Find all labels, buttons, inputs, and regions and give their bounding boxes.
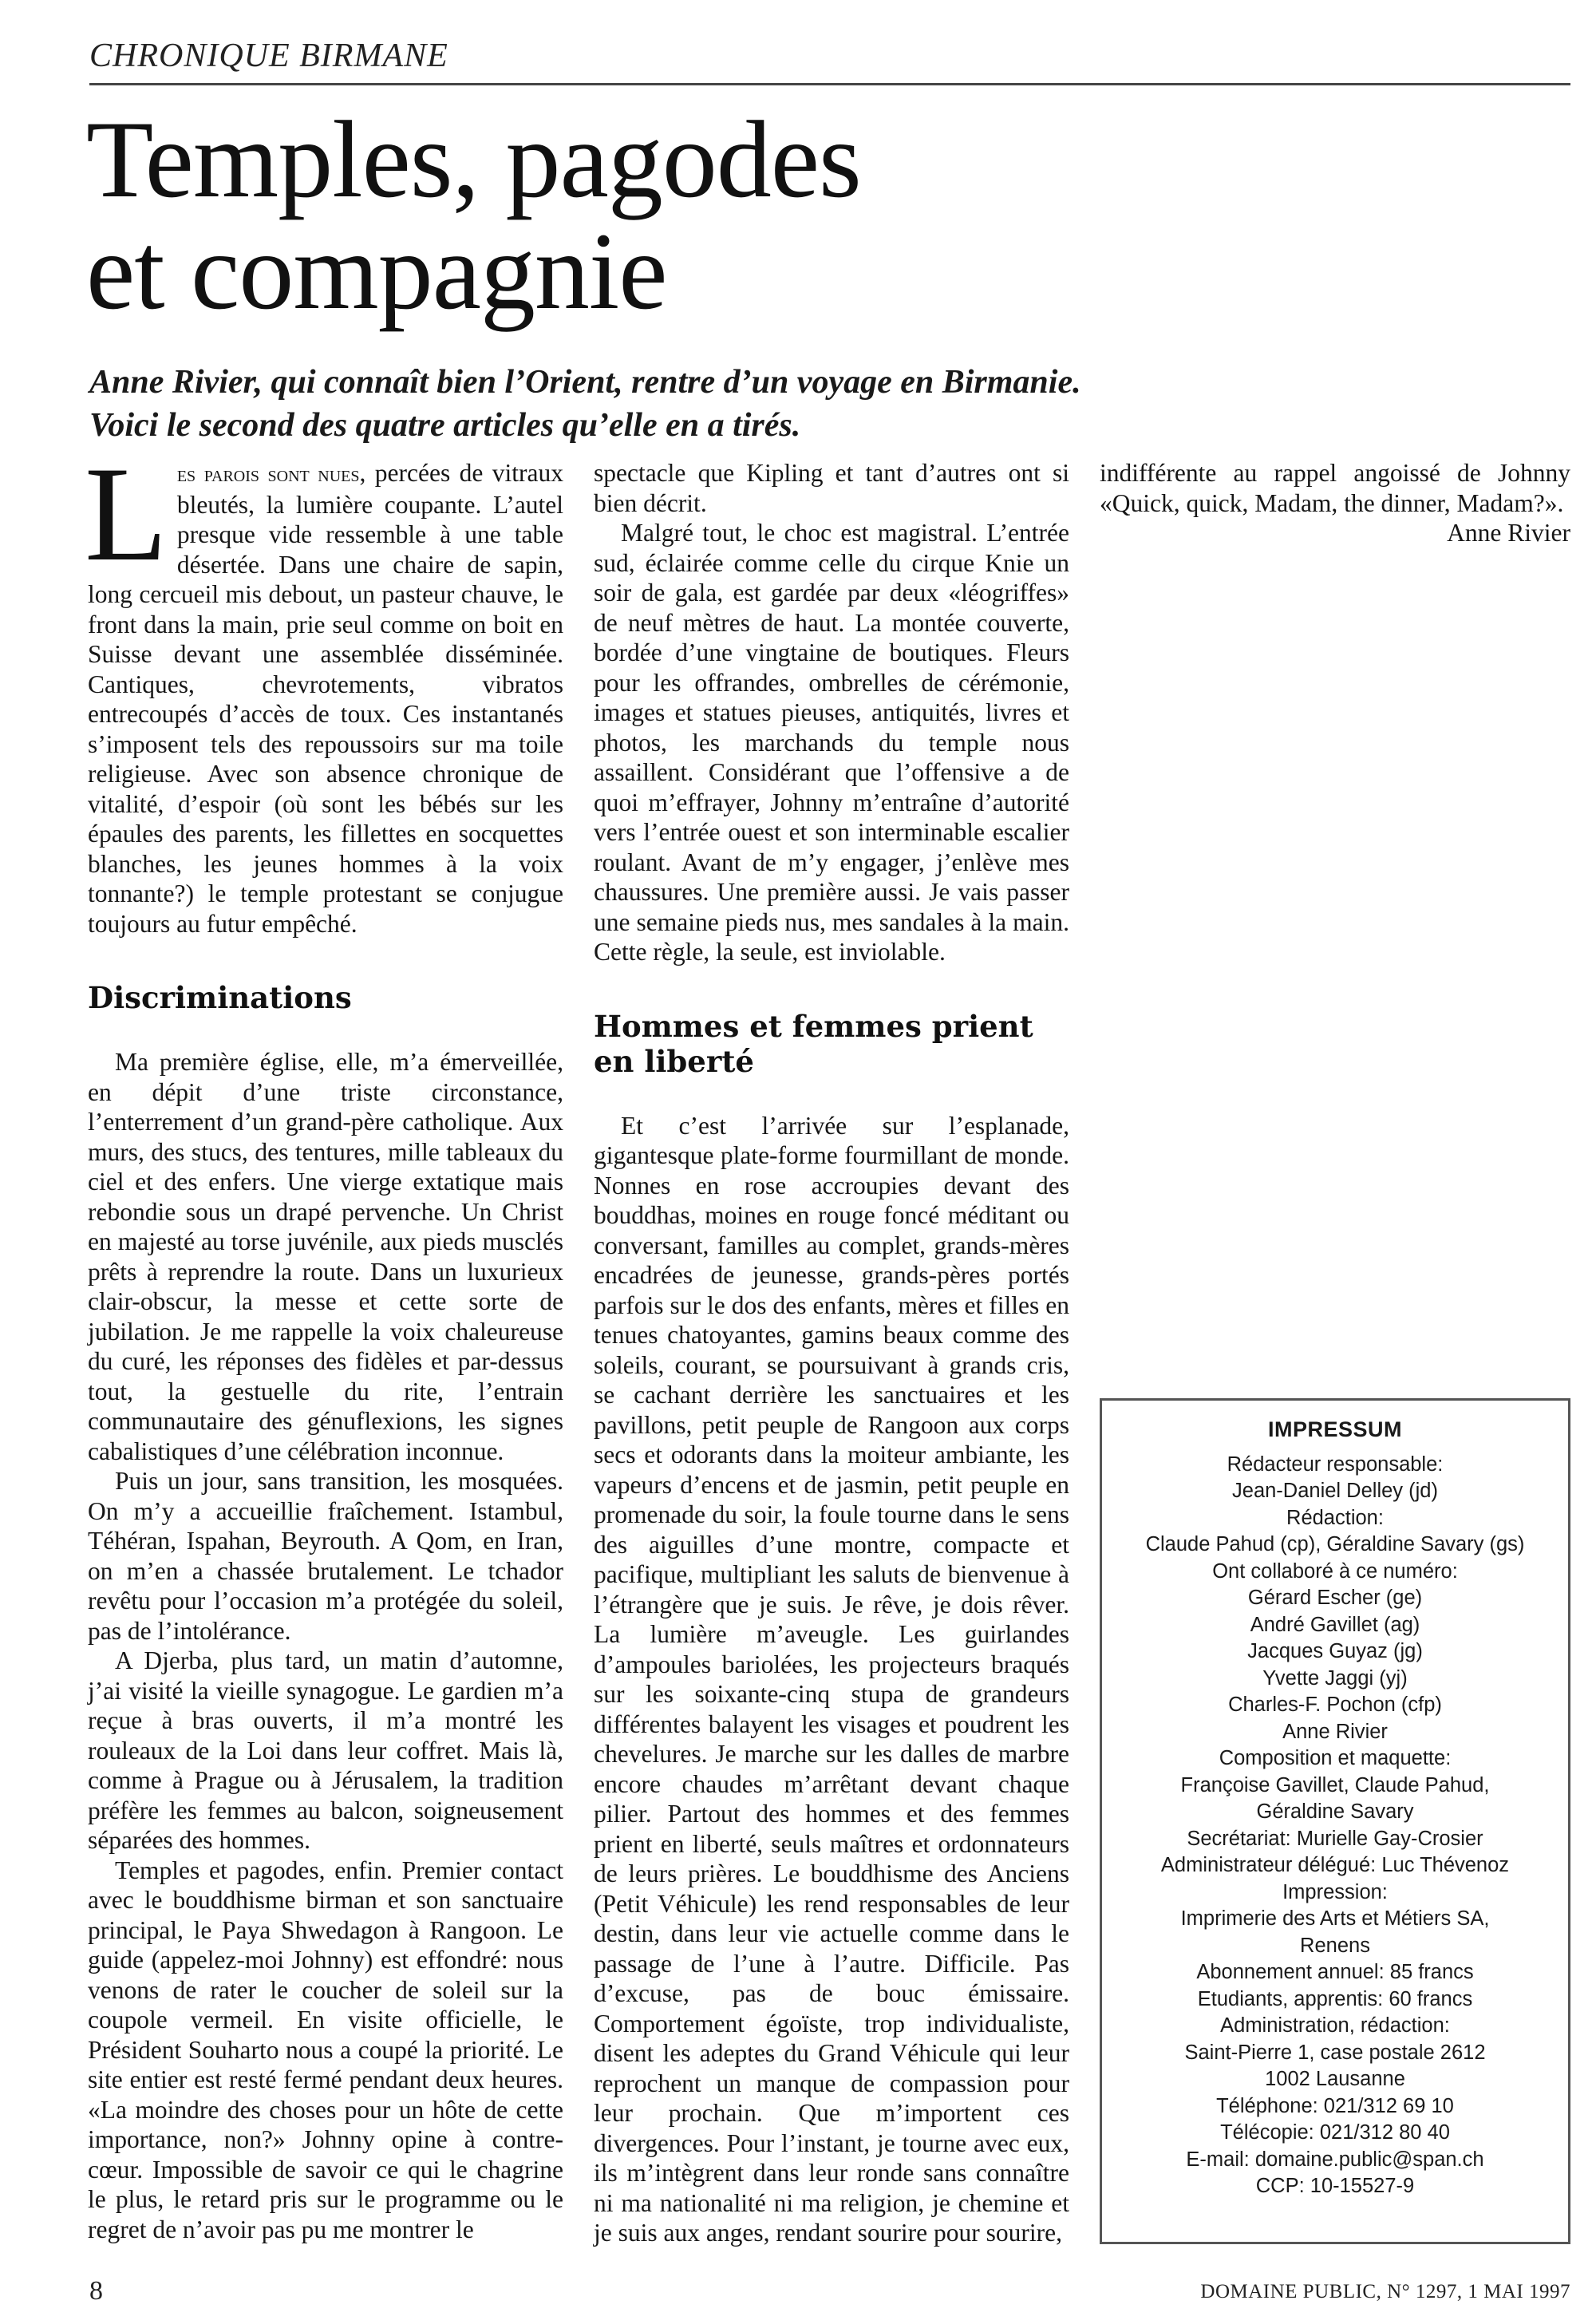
impressum-line: Jacques Guyaz (jg) xyxy=(1247,1640,1423,1662)
lead-line-1: Anne Rivier, qui connaît bien l’Orient, rentre d’un voyage en Birmanie. xyxy=(89,364,1081,401)
text-column-3 xyxy=(1100,458,1570,548)
impressum-line: Anne Rivier xyxy=(1282,1720,1388,1743)
impressum-line: Françoise Gavillet, Claude Pahud, xyxy=(1180,1773,1490,1796)
title-line-2: et compagnie xyxy=(86,210,667,332)
text-column-1 xyxy=(85,439,563,2244)
impressum-line: Abonnement annuel: 85 francs xyxy=(1196,1961,1474,1983)
impressum-line: Jean-Daniel Delley (jd) xyxy=(1232,1480,1438,1502)
title-line-1: Temples, pagodes xyxy=(86,98,861,220)
impressum-line: Renens xyxy=(1300,1934,1370,1957)
impressum-line: Ont collaboré à ce numéro: xyxy=(1212,1559,1458,1583)
subheading-discriminations: Discriminations xyxy=(88,980,352,1015)
paragraph: Temples et pagodes, enfin. Premier contact avec le bouddhisme birman et son sanctuaire principal, le Paya Shwedagon à Rangoon. Le guide (appelez-moi Johnny) est effondré: nous venons de rater le coucher de soleil sur la coupole vermeil. En visite officielle, le Président Souharto nous a coupé la priorité. Le site entier est resté fermé pendant deux heures. «La moindre des choses pour un hôte de cette importance, non?» Johnny opine à contre-cœur. Impossible de savoir ce qui le chagrine le plus, le retard pris sur le programme ou le regret de n’avoir pas pu me montrer le xyxy=(88,1856,563,2243)
paragraph: Puis un jour, sans transition, les mosquées. On m’y a accueillie fraîchement. Istambul, Téhéran, Ispahan, Beyrouth. A Qom, en Iran, on m’en a chassée brutalement. Le tchador revêtu pour l’occasion m’a protégée du soleil, pas de l’intolérance. xyxy=(88,1467,563,1645)
impressum-line: Administrateur délégué: Luc Thévenoz xyxy=(1160,1854,1510,1876)
paragraph: Et c’est l’arrivée sur l’esplanade, gigantesque plate-forme fourmillant de monde. Nonnes en rose accroupies devant des bouddhas, moines en rouge foncé méditant ou conversant, familles au complet, grands-mères encadrées de jeunesse, grands-pères portés parfois sur le dos des enfants, mères et filles en tenues chatoyantes, gamins beaux comme des soleils, courant, se poursuivant à grands cris, se cachant derrière les sanctuaires et les pavillons, petit peuple de Rangoon aux corps secs et odorants dans la moiteur ambiante, les vapeurs d’encens et de jasmin, petit peuple en promenade du soir, la foule tourne dans le sens des aiguilles d’une montre, compacte et pacifique, multipliant les saluts de bienvenue à l’étrangère que je suis. Je rêve, je dois rêver. La lumière m’aveugle. Les guirlandes d’ampoules bariolées, les projecteurs braqués sur les soixante-cinq stupa de grandeurs différentes balayent les visages et poudrent les chevelures. Je marche sur les dalles de marbre encore chaudes m’arrêtant devant chaque pilier. Partout des hommes et des femmes prient en liberté, seuls maîtres et ordonnateurs de leurs prières. Le bouddhisme des Anciens (Petit Véhicule) les rend responsables de leur destin, dans leur vie actuelle comme dans le passage de l’une à l’autre. Difficile. Pas d’excuse, pas de bouc émissaire. Comportement égoïste, trop individualiste, disent les adeptes du Grand Véhicule qui leur reprochent un manque de compassion pour leur prochain. Que m’importent ces divergences. Pour l’instant, je tourne avec eux, ils m’intègrent dans leur ronde sans connaître ni ma nationalité ni ma religion, je chemine et je suis aux anges, rendant sourire pour sourire, xyxy=(594,1111,1069,2247)
paragraph: A Djerba, plus tard, un matin d’automne, j’ai visité la vieille synagogue. Le gardien m’a reçue à bras ouverts, il m’a montré les rouleaux de la Loi dans leur coffret. Mais là, comme à Prague ou à Jérusalem, la tradition préfère les femmes au balcon, soigneusement séparées des hommes. xyxy=(88,1646,563,1854)
impressum-line: Imprimerie des Arts et Métiers SA, xyxy=(1180,1907,1490,1930)
impressum-line: Etudiants, apprentis: 60 francs xyxy=(1197,1987,1473,2010)
impressum-line: Rédacteur responsable: xyxy=(1227,1452,1444,1476)
impressum-line: 1002 Lausanne xyxy=(1265,2068,1405,2090)
paragraph: Malgré tout, le choc est magistral. L’entrée sud, éclairée comme celle du cirque Knie un soir de gala, est gardée par deux «léogriffes» de neuf mètres de haut. La montée couverte, bordée d’une vingtaine de boutiques. Fleurs pour les offrandes, ombrelles de cérémonie, images et statues pieuses, antiquités, livres et photos, les marchands du temple nous assaillent. Considérant que l’offensive a de quoi m’effrayer, Johnny m’entraîne d’autorité vers l’entrée ouest et son interminable escalier roulant. Avant de m’y engager, j’enlève mes chaussures. Une première aussi. Je vais passer une semaine pieds nus, mes sandales à la main. Cette règle, la seule, est inviolable. xyxy=(594,519,1069,966)
impressum-line: Téléphone: 021/312 69 10 xyxy=(1216,2094,1454,2117)
impressum-line: Claude Pahud (cp), Géraldine Savary (gs) xyxy=(1145,1533,1525,1555)
page-number: 8 xyxy=(89,2276,103,2306)
paragraph-continued: spectacle que Kipling et tant d’autres ont si bien décrit. xyxy=(594,459,1069,517)
impressum-line: Géraldine Savary xyxy=(1256,1800,1414,1823)
impressum-title: IMPRESSUM xyxy=(1267,1417,1403,1441)
article-title xyxy=(86,98,1124,332)
opening-small-caps: es parois sont nues xyxy=(176,462,360,487)
subheading-prayer: Hommes et femmes prient en liberté xyxy=(594,1008,1033,1079)
impressum-line: Charles-F. Pochon (cfp) xyxy=(1228,1694,1442,1716)
impressum-line: Rédaction: xyxy=(1286,1506,1384,1529)
paragraph-continued: indifférente au rappel angoissé de Johnny «Quick, quick, Madam, the dinner, Madam?». xyxy=(1100,459,1570,517)
impressum-line: Administration, rédaction: xyxy=(1220,2014,1450,2037)
impressum-line: Yvette Jaggi (yj) xyxy=(1262,1666,1408,1690)
section-rubric: CHRONIQUE BIRMANE xyxy=(89,38,448,74)
paragraph: Ma première église, elle, m’a émerveillée, en dépit d’une triste circonstance, l’enterrement d’un grand-père catholique. Aux murs, des stucs, des tentures, mille tableaux du ciel et des enfers. Une vierge extatique mais rebondie sous un drapé pervenche. Un Christ en majesté au torse juvénile, aux pieds musclés prêts à reprendre la route. Dans un luxurieux clair-obscur, la messe et cette sorte de jubilation. Je me rappelle la voix chaleureuse du curé, les réponses des fidèles et par-dessus tout, la gestuelle du rite, l’entrain communautaire des génuflexions, les signes cabalistiques d’une célébration inconnue. xyxy=(88,1048,563,1465)
author-signature: Anne Rivier xyxy=(1447,519,1570,547)
opening-paragraph xyxy=(85,439,563,939)
impressum-line: André Gavillet (ag) xyxy=(1250,1613,1420,1636)
article-lead xyxy=(89,361,1566,447)
impressum-line: Secrétariat: Murielle Gay-Crosier xyxy=(1187,1827,1483,1850)
impressum-line: Composition et maquette: xyxy=(1219,1747,1452,1769)
lead-line-2: Voici le second des quatre articles qu’elle en a tirés. xyxy=(89,407,801,444)
text-column-2 xyxy=(594,458,1069,2248)
issue-info: DOMAINE PUBLIC, N° 1297, 1 MAI 1997 xyxy=(1200,2281,1570,2302)
impressum-lines xyxy=(1102,1452,1568,2200)
impressum-line: Gérard Escher (ge) xyxy=(1247,1587,1423,1609)
paragraph-text: , percées de vitraux bleutés, la lumière coupante. L’autel presque vide ressemble à une table désertée. Dans une chaire de sapin, long cercueil mis debout, un pasteur chauve, le front dans la main, prie seul comme on boit en Suisse devant une assemblée disséminée. Cantiques, chevrotements, vibratos entrecoupés d’accès de toux. Ces instantanés s’imposent tels des repoussoirs sur ma toile religieuse. Avec son absence chronique de vitalité, d’espoir (où sont les bébés sur les épaules des parents, les fillettes en socquettes blanches, les jeunes hommes à la voix tonnante?) le temple protestant se conjugue toujours au futur empêché. xyxy=(88,459,563,938)
impressum-box xyxy=(1100,1398,1570,2244)
impressum-line: Télécopie: 021/312 80 40 xyxy=(1220,2121,1450,2144)
impressum-line: E-mail: domaine.public@span.ch xyxy=(1186,2148,1484,2171)
impressum-line: Impression: xyxy=(1282,1880,1388,1903)
drop-cap: L xyxy=(85,439,168,589)
impressum-line: Saint-Pierre 1, case postale 2612 xyxy=(1184,2041,1486,2064)
page-header xyxy=(89,35,1570,85)
impressum-line: CCP: 10-15527-9 xyxy=(1255,2175,1415,2197)
